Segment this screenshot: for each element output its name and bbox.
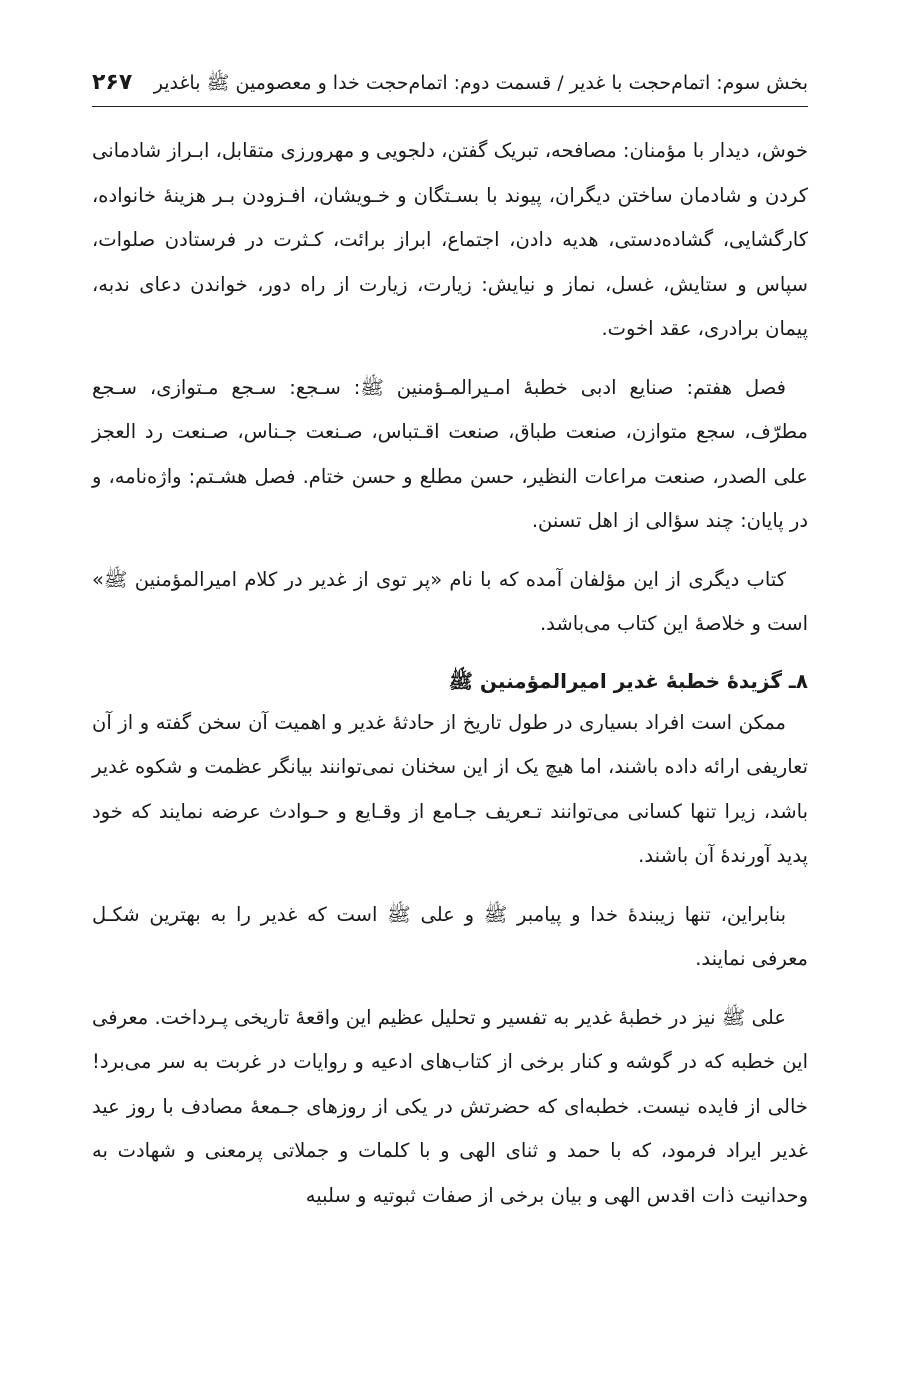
page-number: ۲۶۷ [92,70,133,95]
paragraph-2: فصل هفتم: صنایع ادبی خطبهٔ امـیرالمـؤمنین ﷺ: سـجع: سـجع مـتوازی، سـجع مطرّف، سجع متوازن، صنعت طباق، صنعت اقـتباس، صـنعت جـناس، صـنعت رد العجز علی الصدر، صنعت مراعات النظیر، حسن مطلع و حسن ختام. فصل هشـتم: واژه‌نامه، و در پایان: چند سؤالی از اهل تسنن. [92,375,808,532]
header-title: بخش سوم: اتمام‌حجت با غدیر / قسمت دوم: اتمام‌حجت خدا و معصومین ﷺ باغدیر [153,72,808,94]
paragraph-1: خوش، دیدار با مؤمنان: مصافحه، تبریک گفتن، دلجویی و مهرورزی متقابل، ابـراز شادمانی کردن و شادمان ساختن دیگران، پیوند با بسـتگان و خـویشان، افـزودن بـر هزینهٔ خانواده، کارگشایی، گشاده‌دستی، هدیه دادن، اجتماع، ابراز برائت، کـثرت در فرستادن صلوات، سپاس و ستایش، غسل، نماز و نیایش: زیارت، زیارت از راه دور، خواندن دعای ندبه، پیمان برادری، عقد اخوت. [92,139,808,340]
book-page [92,68,808,1232]
section-heading: ۸ـ گزیدهٔ خطبهٔ غدیر امیرالمؤمنین ﷺ [448,668,808,693]
page-body [92,129,808,1218]
paragraph-6: علی ﷺ نیز در خطبهٔ غدیر به تفسیر و تحلیل عظیم این واقعهٔ تاریخی پـرداخت. معرفی این خطبه که در گوشه و کنار برخی از کتاب‌های ادعیه و روایات در غربت به سر می‌برد! خالی از فایده نیست. خطبه‌ای که حضرتش در یکی از روزهای جـمعهٔ مصادف با روز عید غدیر ایراد فرمود، که با حمد و ثنای الهی و با کلمات و جملاتی پرمعنی و شهادت به وحدانیت ذات اقدس الهی و بیان برخی از صفات ثبوتیه و سلبیه [92,1005,808,1207]
paragraph-3: کتاب دیگری از این مؤلفان آمده که با نام «پر توی از غدیر در کلام امیرالمؤمنین ﷺ» است و خلاصهٔ این کتاب می‌باشد. [92,567,808,635]
paragraph-5: بنابراین، تنها زیبندهٔ خدا و پیامبر ﷺ و علی ﷺ است که غدیر را به بهترین شکـل معرفی نمایند. [92,902,808,970]
paragraph-4: ممکن است افراد بسیاری در طول تاریخ از حادثهٔ غدیر و اهمیت آن سخن گفته و از آن تعاریفی ارائه داده باشند، اما هیچ یک از این سخنان نمی‌توانند بیانگر عظمت و شکوه غدیر باشد، زیرا تنها کسانی می‌توانند تـعریف جـامع از وقـایع و حـوادث عرضه نمایند که خود پدید آورندهٔ آن باشند. [92,710,808,867]
running-header [92,68,808,107]
